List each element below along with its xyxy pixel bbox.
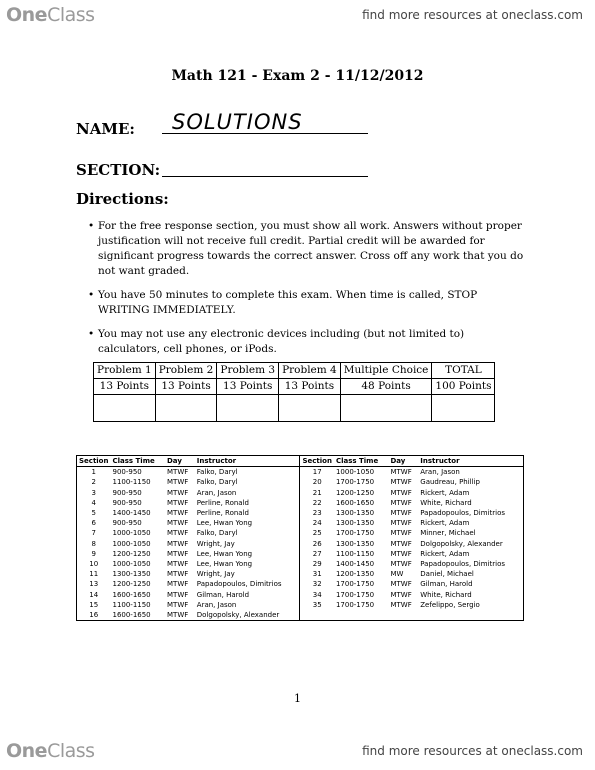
schedule-cell: 15 <box>89 600 99 609</box>
schedule-cell: MTWF <box>167 580 189 589</box>
schedule-cell: 1000-1050 <box>112 539 151 548</box>
schedule-cell: MTWF <box>167 519 189 528</box>
schedule-col-header: Instructor <box>195 456 300 467</box>
schedule-cell: 1700-1750 <box>335 580 375 589</box>
schedule-cell: MTWF <box>390 560 412 569</box>
schedule-cell: 6 <box>91 519 96 528</box>
schedule-cell: Lee, Hwan Yong <box>195 518 300 528</box>
schedule-cell: MTWF <box>167 549 189 558</box>
schedule-cell: 22 <box>312 498 322 507</box>
score-cell <box>217 395 279 422</box>
schedule-cell: 4 <box>91 498 96 507</box>
score-header: Problem 2 <box>155 363 217 379</box>
schedule-cell: Rickert, Adam <box>420 519 470 528</box>
schedule-cell: 17 <box>312 468 322 477</box>
schedule-cell: 1400-1450 <box>335 560 375 569</box>
schedule-cell: 900-950 <box>112 468 142 477</box>
direction-item: • You may not use any electronic devices including (but not limited to) calculators, cell phones, or iPods. <box>88 327 526 357</box>
score-header: Problem 4 <box>279 363 341 379</box>
schedule-cell: 1200-1250 <box>335 488 375 497</box>
schedule-cell: 1300-1350 <box>335 519 375 528</box>
schedule-cell: 1600-1650 <box>112 590 151 599</box>
schedule-cell: Aran, Jason <box>195 600 300 610</box>
schedule-cell: MTWF <box>390 600 412 609</box>
schedule-cell: White, Richard <box>420 498 472 507</box>
schedule-col-header: Class Time <box>334 456 389 467</box>
schedule-cell: 1000-1050 <box>112 529 151 538</box>
schedule-cell: 10 <box>89 560 99 569</box>
schedule-header-row <box>77 456 524 467</box>
schedule-cell: 35 <box>312 600 322 609</box>
schedule-cell: 23 <box>312 509 322 518</box>
schedule-cell: 1700-1750 <box>335 600 375 609</box>
score-header: Problem 1 <box>94 363 156 379</box>
schedule-cell: Rickert, Adam <box>420 488 470 497</box>
schedule-cell: 1100-1150 <box>112 600 151 609</box>
schedule-cell: 3 <box>91 488 96 497</box>
score-points: 13 Points <box>94 379 156 395</box>
schedule-cell: Gilman, Harold <box>420 580 473 589</box>
schedule-cell <box>418 610 523 621</box>
schedule-row <box>77 488 524 498</box>
schedule-row <box>77 590 524 600</box>
schedule-cell: 21 <box>312 488 322 497</box>
schedule-cell: Gaudreau, Phillip <box>420 478 480 487</box>
schedule-cell: 16 <box>89 611 99 620</box>
schedule-cell: MTWF <box>390 590 412 599</box>
section-label: SECTION: <box>76 161 161 179</box>
schedule-cell: Lee, Hwan Yong <box>195 549 300 559</box>
oneclass-logo-footer: OneClass <box>6 740 95 762</box>
schedule-cell: MTWF <box>390 529 412 538</box>
score-table <box>93 362 495 422</box>
schedule-cell: 1 <box>91 468 96 477</box>
schedule-row <box>77 518 524 528</box>
score-cell <box>94 395 156 422</box>
schedule-cell: MTWF <box>390 519 412 528</box>
schedule-cell: MTWF <box>167 590 189 599</box>
directions-list <box>88 219 526 366</box>
schedule-cell: 1600-1650 <box>112 611 151 620</box>
schedule-cell: Dolgopolsky, Alexander <box>420 539 503 548</box>
score-cell <box>432 395 495 422</box>
schedule-cell: MTWF <box>167 611 189 620</box>
schedule-cell: MTWF <box>167 509 189 518</box>
score-header: Multiple Choice <box>340 363 432 379</box>
schedule-cell: 25 <box>312 529 322 538</box>
schedule-row <box>77 508 524 518</box>
score-cell <box>155 395 217 422</box>
score-points: 13 Points <box>217 379 279 395</box>
schedule-cell: 900-950 <box>112 488 142 497</box>
score-header: Problem 3 <box>217 363 279 379</box>
schedule-cell: 1600-1650 <box>335 498 375 507</box>
schedule-cell: 5 <box>91 509 96 518</box>
schedule-cell: 24 <box>312 519 322 528</box>
schedule-cell: 1100-1150 <box>112 478 151 487</box>
score-header-row <box>94 363 495 379</box>
score-header: TOTAL <box>432 363 495 379</box>
schedule-cell: MTWF <box>390 498 412 507</box>
schedule-cell: Gilman, Harold <box>195 590 300 600</box>
schedule-cell: 9 <box>91 549 96 558</box>
schedule-cell: Aran, Jason <box>195 488 300 498</box>
schedule-cell: 1300-1350 <box>335 539 375 548</box>
schedule-cell: MTWF <box>167 488 189 497</box>
direction-item: • You have 50 minutes to complete this exam. When time is called, STOP WRITING IMMEDIATELY. <box>88 288 526 318</box>
schedule-cell: 32 <box>312 580 322 589</box>
schedule-cell: Daniel, Michael <box>420 570 474 579</box>
schedule-cell: 11 <box>89 570 99 579</box>
section-schedule-table <box>76 455 524 621</box>
schedule-cell: 34 <box>312 590 322 599</box>
schedule-cell: 1700-1750 <box>335 529 375 538</box>
schedule-cell: MTWF <box>167 539 189 548</box>
schedule-cell: 900-950 <box>112 519 142 528</box>
schedule-cell: MTWF <box>390 539 412 548</box>
schedule-cell: 29 <box>312 560 322 569</box>
schedule-cell: 31 <box>312 570 322 579</box>
schedule-cell: Dolgopolsky, Alexander <box>195 610 300 621</box>
schedule-cell: 13 <box>89 580 99 589</box>
schedule-col-header: Class Time <box>110 456 165 467</box>
name-label: NAME: <box>76 120 135 138</box>
schedule-row <box>77 579 524 589</box>
schedule-row <box>77 610 524 621</box>
schedule-cell: MTWF <box>167 498 189 507</box>
schedule-cell: 1100-1150 <box>335 549 375 558</box>
exam-title: Math 121 - Exam 2 - 11/12/2012 <box>171 68 424 84</box>
schedule-cell: Papadopoulos, Dimitrios <box>420 509 506 518</box>
schedule-cell: 7 <box>91 529 96 538</box>
schedule-cell: Minner, Michael <box>420 529 476 538</box>
schedule-cell: Rickert, Adam <box>420 549 470 558</box>
oneclass-logo: OneClass <box>6 4 95 26</box>
schedule-cell: 8 <box>91 539 96 548</box>
oneclass-tagline-footer[interactable]: find more resources at oneclass.com <box>362 744 583 758</box>
schedule-col-header: Section <box>300 456 334 467</box>
schedule-cell: MTWF <box>167 600 189 609</box>
schedule-cell: Falko, Daryl <box>195 467 300 478</box>
schedule-col-header: Day <box>165 456 195 467</box>
schedule-row <box>77 569 524 579</box>
schedule-cell: 1700-1750 <box>335 478 375 487</box>
schedule-cell: Wright, Jay <box>195 539 300 549</box>
schedule-row <box>77 539 524 549</box>
schedule-cell: MTWF <box>390 468 412 477</box>
schedule-cell: 14 <box>89 590 99 599</box>
schedule-row <box>77 559 524 569</box>
schedule-row <box>77 549 524 559</box>
schedule-col-header: Instructor <box>418 456 523 467</box>
schedule-row <box>77 477 524 487</box>
page-number: 1 <box>294 692 301 705</box>
schedule-cell: White, Richard <box>420 590 472 599</box>
schedule-row <box>77 528 524 538</box>
schedule-cell: 1000-1050 <box>335 468 375 477</box>
score-blank-row <box>94 395 495 422</box>
schedule-cell: 26 <box>312 539 322 548</box>
schedule-cell: Papadopoulos, Dimitrios <box>195 579 300 589</box>
schedule-cell: MW <box>390 570 404 579</box>
score-cell <box>279 395 341 422</box>
name-value: SOLUTIONS <box>172 110 303 134</box>
schedule-cell: MTWF <box>167 478 189 487</box>
score-points: 13 Points <box>155 379 217 395</box>
schedule-cell <box>334 610 389 621</box>
schedule-cell: Lee, Hwan Yong <box>195 559 300 569</box>
schedule-cell: MTWF <box>390 549 412 558</box>
schedule-row <box>77 600 524 610</box>
schedule-cell: 1200-1350 <box>335 570 375 579</box>
schedule-cell: Falko, Daryl <box>195 477 300 487</box>
schedule-row <box>77 467 524 478</box>
schedule-cell: 27 <box>312 549 322 558</box>
schedule-cell: 1200-1250 <box>112 580 151 589</box>
schedule-cell: Papadopoulos, Dimitrios <box>420 560 506 569</box>
schedule-cell: Falko, Daryl <box>195 528 300 538</box>
schedule-cell: MTWF <box>167 468 189 477</box>
schedule-cell: Wright, Jay <box>195 569 300 579</box>
oneclass-tagline[interactable]: find more resources at oneclass.com <box>362 8 583 22</box>
schedule-row <box>77 498 524 508</box>
schedule-cell: Zefelippo, Sergio <box>420 600 480 609</box>
direction-item: • For the free response section, you must show all work. Answers without proper justification will not receive full credit. Partial credit will be awarded for significant progress towards the correct answer. Cross off any work that you do not want graded. <box>88 219 526 279</box>
schedule-cell: MTWF <box>390 509 412 518</box>
directions-heading: Directions: <box>76 190 169 208</box>
schedule-cell: MTWF <box>167 570 189 579</box>
schedule-cell <box>388 610 418 621</box>
schedule-cell: 2 <box>91 478 96 487</box>
score-cell <box>340 395 432 422</box>
schedule-cell: 20 <box>312 478 322 487</box>
schedule-cell: MTWF <box>167 529 189 538</box>
schedule-cell: 1300-1350 <box>335 509 375 518</box>
schedule-cell: MTWF <box>167 560 189 569</box>
schedule-col-header: Section <box>77 456 111 467</box>
schedule-cell: 1300-1350 <box>112 570 151 579</box>
schedule-cell: Aran, Jason <box>420 468 460 477</box>
schedule-cell: 1700-1750 <box>335 590 375 599</box>
schedule-cell: MTWF <box>390 488 412 497</box>
schedule-cell: 1200-1250 <box>112 549 151 558</box>
score-points: 13 Points <box>279 379 341 395</box>
schedule-col-header: Day <box>388 456 418 467</box>
schedule-cell: 1000-1050 <box>112 560 151 569</box>
score-points: 48 Points <box>340 379 432 395</box>
schedule-cell: 900-950 <box>112 498 142 507</box>
schedule-cell: Perline, Ronald <box>195 498 300 508</box>
schedule-cell: MTWF <box>390 478 412 487</box>
score-points: 100 Points <box>432 379 495 395</box>
score-points-row <box>94 379 495 395</box>
schedule-cell <box>300 610 334 621</box>
schedule-body <box>77 467 524 621</box>
schedule-cell: MTWF <box>390 580 412 589</box>
section-line <box>162 176 368 177</box>
schedule-cell: Perline, Ronald <box>195 508 300 518</box>
schedule-cell: 1400-1450 <box>112 509 151 518</box>
